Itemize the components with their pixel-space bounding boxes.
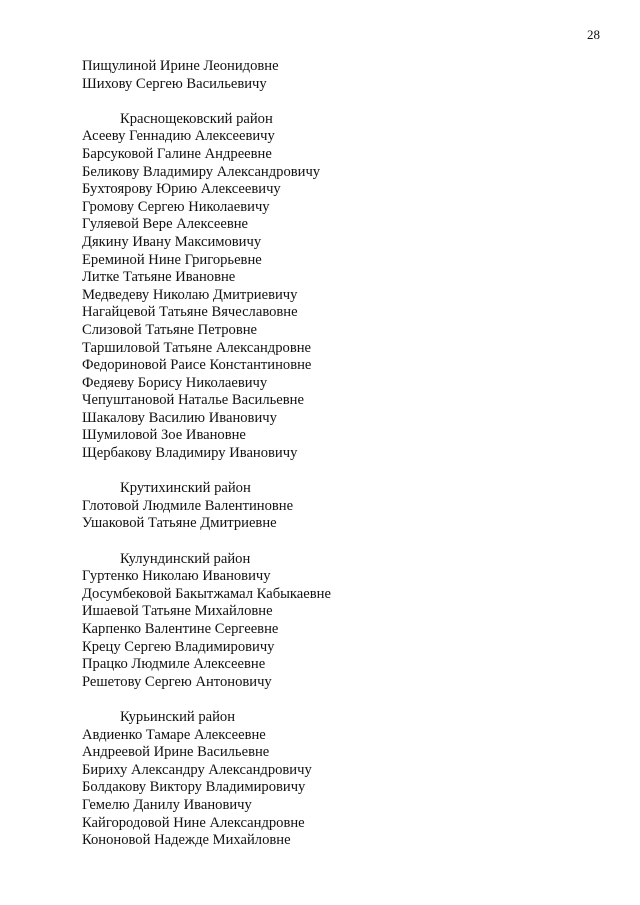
district-heading: Краснощековский район bbox=[120, 110, 273, 127]
recipient-name: Федориновой Раисе Константиновне bbox=[82, 357, 312, 374]
recipient-name: Бухтоярову Юрию Алексеевичу bbox=[82, 181, 281, 198]
recipient-name: Крецу Сергею Владимировичу bbox=[82, 638, 275, 655]
district-section bbox=[82, 551, 602, 692]
recipient-name: Шихову Сергею Васильевичу bbox=[82, 75, 267, 92]
recipient-name: Ушаковой Татьяне Дмитриевне bbox=[82, 515, 277, 532]
recipient-name: Решетову Сергею Антоновичу bbox=[82, 673, 272, 690]
recipient-name: Бириху Александру Александровичу bbox=[82, 761, 312, 778]
recipient-name: Барсуковой Галине Андреевне bbox=[82, 145, 272, 162]
recipient-name: Працко Людмиле Алексеевне bbox=[82, 656, 266, 673]
recipient-name: Андреевой Ирине Васильевне bbox=[82, 744, 270, 761]
award-list bbox=[82, 58, 602, 850]
district-heading: Кулундинский район bbox=[120, 550, 251, 567]
recipient-name: Гуртенко Николаю Ивановичу bbox=[82, 568, 271, 585]
recipient-name: Карпенко Валентине Сергеевне bbox=[82, 621, 279, 637]
recipient-name: Авдиенко Тамаре Алексеевне bbox=[82, 726, 266, 743]
page-number: 28 bbox=[587, 27, 600, 42]
recipient-name: Громову Сергею Николаевичу bbox=[82, 198, 270, 215]
district-section bbox=[82, 480, 602, 533]
recipient-name: Ишаевой Татьяне Михайловне bbox=[82, 603, 273, 620]
recipient-name: Пищулиной Ирине Леонидовне bbox=[82, 58, 279, 74]
recipient-name: Таршиловой Татьяне Александровне bbox=[82, 339, 311, 356]
recipient-name: Чепуштановой Наталье Васильевне bbox=[82, 392, 304, 409]
recipient-name: Литке Татьяне Ивановне bbox=[82, 269, 236, 286]
district-heading: Курьинский район bbox=[120, 708, 236, 725]
recipient-name: Щербакову Владимиру Ивановичу bbox=[82, 445, 298, 462]
recipient-name: Гемелю Данилу Ивановичу bbox=[82, 796, 252, 813]
recipient-name: Глотовой Людмиле Валентиновне bbox=[82, 497, 294, 514]
recipient-name: Медведеву Николаю Дмитриевичу bbox=[82, 286, 298, 303]
recipient-name: Кайгородовой Нине Александровне bbox=[82, 814, 305, 831]
district-section bbox=[82, 709, 602, 850]
recipient-name: Гуляевой Вере Алексеевне bbox=[82, 216, 249, 233]
recipient-name: Нагайцевой Татьяне Вячеславовне bbox=[82, 304, 298, 321]
recipient-name: Асееву Геннадию Алексеевичу bbox=[82, 128, 275, 145]
recipient-name: Кононовой Надежде Михайловне bbox=[82, 832, 291, 849]
recipient-name: Болдакову Виктору Владимировичу bbox=[82, 779, 306, 796]
recipient-name: Беликову Владимиру Александровичу bbox=[82, 163, 321, 180]
district-heading: Крутихинский район bbox=[120, 480, 251, 497]
recipient-name: Шакалову Василию Ивановичу bbox=[82, 409, 277, 426]
district-section bbox=[82, 111, 602, 463]
recipient-name: Федяеву Борису Николаевичу bbox=[82, 374, 268, 391]
recipient-name: Ереминой Нине Григорьевне bbox=[82, 251, 262, 268]
recipient-name: Досумбековой Бакытжамал Кабыкаевне bbox=[82, 585, 331, 602]
recipient-name: Слизовой Татьяне Петровне bbox=[82, 321, 258, 338]
recipient-name: Дякину Ивану Максимовичу bbox=[82, 233, 262, 250]
recipient-name: Шумиловой Зое Ивановне bbox=[82, 427, 246, 444]
district-section bbox=[82, 58, 602, 93]
